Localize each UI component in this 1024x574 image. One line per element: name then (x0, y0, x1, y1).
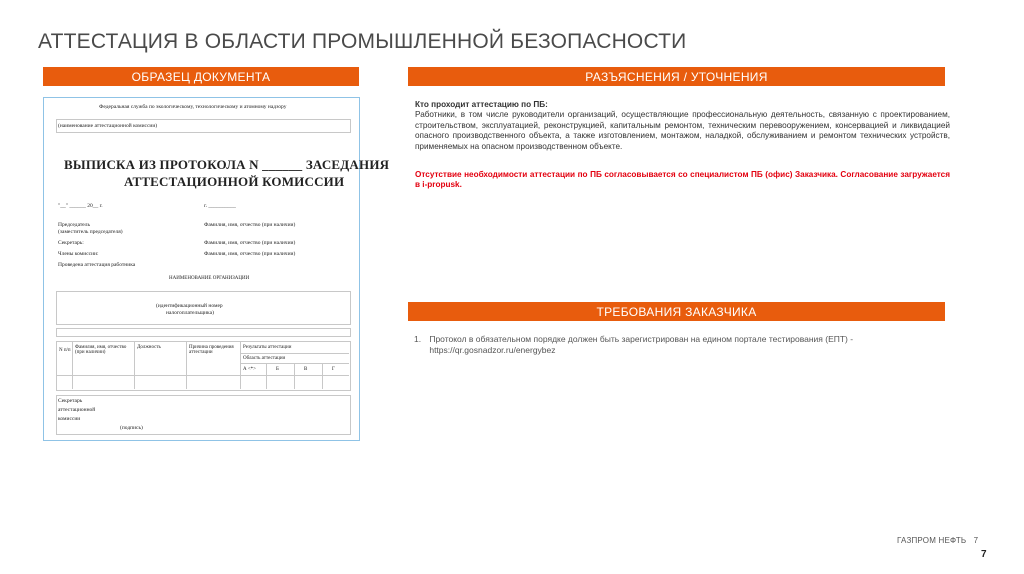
doc-agency: Федеральная служба по экологическому, технологическому и атомному надзору (99, 104, 287, 110)
footer-brand-block (897, 536, 978, 545)
section-header-explanations: РАЗЪЯСНЕНИЯ / УТОЧНЕНИЯ (408, 67, 945, 86)
doc-date: "__" ______ 20__ г. (58, 203, 103, 209)
doc-org-name: НАИМЕНОВАНИЕ ОРГАНИЗАЦИИ (169, 276, 250, 281)
doc-signature: (подпись) (120, 425, 143, 431)
doc-secretary-line1: Секретарь (58, 398, 83, 404)
section-header-sample: ОБРАЗЕЦ ДОКУМЕНТА (43, 67, 359, 86)
doc-secretary-line2: аттестационной (58, 407, 96, 413)
footer-slide-number: 7 (973, 536, 979, 545)
requirement-text: Протокол в обязательном порядке должен быть зарегистрирован на едином портале тестирования (ЕПТ) - https://qr.gosnadzor.ru/energybez (429, 334, 854, 355)
doc-area-v: В (304, 367, 308, 372)
doc-area-b: Б (276, 367, 279, 372)
doc-conducted: Проведена аттестация работника (58, 262, 136, 268)
doc-tax-number: (идентификационный номер (156, 303, 223, 309)
doc-secretary-line3: комиссии (58, 416, 81, 422)
doc-col-reason: Причина проведения аттестации (189, 345, 234, 355)
doc-commission-name: (наименование аттестационной комиссии) (58, 123, 158, 129)
doc-fio-2: Фамилия, имя, отчество (при наличии) (204, 240, 296, 246)
explanations-heading: Кто проходит аттестацию по ПБ: (415, 100, 548, 109)
doc-col-position: Должность (137, 345, 161, 350)
doc-heading-line2: АТТЕСТАЦИОННОЙ КОМИССИИ (124, 174, 345, 189)
doc-secretary: Секретарь: (58, 240, 84, 246)
doc-col-num: N п/п (59, 348, 71, 353)
doc-area-g: Г (332, 367, 335, 372)
sample-document (43, 97, 390, 441)
doc-col-fio: Фамилия, имя, отчество (при наличии) (75, 345, 127, 355)
footer-brand: ГАЗПРОМ НЕФТЬ (897, 536, 967, 545)
doc-col-results: Результаты аттестации (243, 345, 292, 350)
doc-city: г. __________ (204, 203, 236, 209)
doc-col-area: Область аттестации (243, 356, 286, 361)
doc-members: Члены комиссии: (58, 251, 99, 257)
requirement-number: 1. (414, 334, 422, 344)
explanations-block (415, 100, 950, 191)
page-number: 7 (981, 549, 987, 560)
explanations-note: Отсутствие необходимости аттестации по ПБ согласовывается со специалистом ПБ (офис) Заказчика. Согласование загружается в i-propusk. (415, 170, 950, 190)
section-header-requirements: ТРЕБОВАНИЯ ЗАКАЗЧИКА (408, 302, 945, 321)
doc-area-a: А <*> (243, 367, 257, 372)
page-title: АТТЕСТАЦИЯ В ОБЛАСТИ ПРОМЫШЛЕННОЙ БЕЗОПАСНОСТИ (38, 30, 687, 53)
list-item (408, 334, 945, 356)
doc-spacer-box (56, 328, 351, 337)
explanations-body: Работники, в том числе руководители организаций, осуществляющие профессиональную деятельность, связанную с проектированием, строительством, эксплуатацией, реконструкцией, капитальным ремонтом, техническим перевооружением, консервацией и ликвидацией опасного производственного объекта, а также изготовлением, монтажом, наладкой, обслуживанием и ремонтом технических устройств, применяемых на опасном производственном объекте. (415, 110, 950, 151)
doc-chairman-deputy: (заместитель председателя) (58, 229, 123, 235)
doc-signature-box (56, 395, 351, 435)
doc-chairman: Председатель (58, 222, 90, 228)
doc-heading-line1: ВЫПИСКА ИЗ ПРОТОКОЛА N ______ ЗАСЕДАНИЯ (64, 157, 390, 172)
doc-tax-payer: налогоплательщика) (166, 310, 214, 316)
doc-fio-1: Фамилия, имя, отчество (при наличии) (204, 222, 296, 228)
requirements-list (408, 334, 945, 356)
doc-fio-3: Фамилия, имя, отчество (при наличии) (204, 251, 296, 257)
